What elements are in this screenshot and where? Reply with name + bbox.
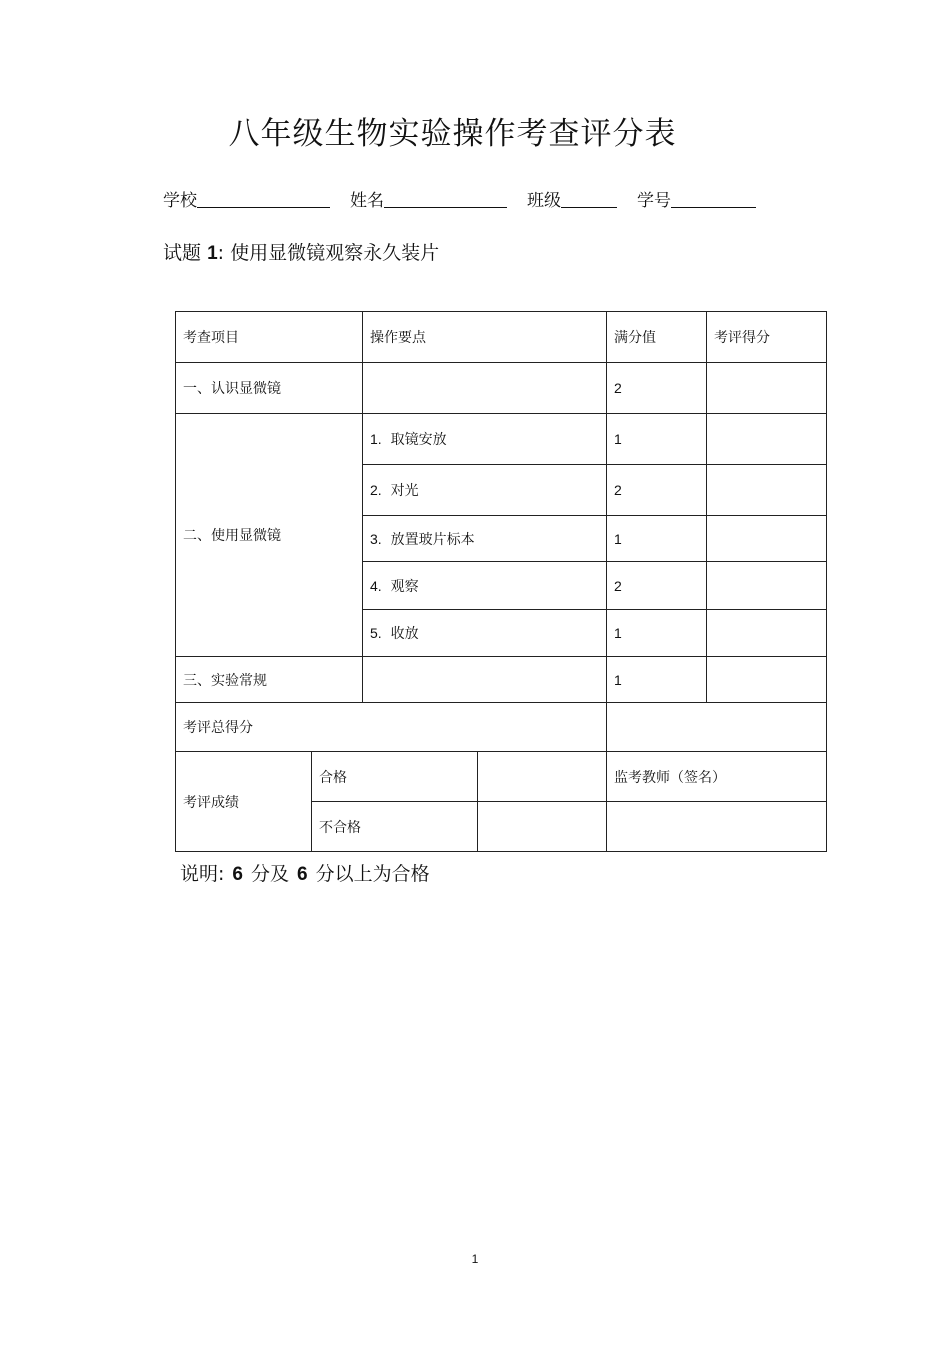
teacher-signature-label: 监考教师（签名） — [607, 752, 827, 802]
header-score: 考评得分 — [707, 312, 827, 363]
full-score-cell: 1 — [607, 610, 707, 657]
table-header-row — [176, 312, 827, 363]
exam-subject — [163, 238, 439, 265]
step-cell: 4. 观察 — [363, 562, 607, 610]
page-title: 八年级生物实验操作考查评分表 — [228, 116, 677, 152]
score-cell[interactable] — [707, 610, 827, 657]
result-label: 考评成绩 — [176, 752, 312, 852]
student-id-field[interactable] — [671, 187, 756, 208]
item-use-microscope: 二、使用显微镜 — [176, 414, 363, 657]
fail-mark-cell[interactable] — [478, 802, 607, 852]
score-cell[interactable] — [707, 657, 827, 703]
subject-prefix: 试题 — [163, 242, 202, 264]
full-score-cell: 2 — [607, 562, 707, 610]
full-score-cell: 2 — [607, 363, 707, 414]
table-row — [176, 414, 827, 465]
step-cell: 3. 放置玻片标本 — [363, 516, 607, 562]
key-points-cell[interactable] — [363, 363, 607, 414]
pass-label: 合格 — [312, 752, 478, 802]
student-info-row — [163, 186, 756, 211]
pass-mark-cell[interactable] — [478, 752, 607, 802]
full-score-cell: 1 — [607, 414, 707, 465]
table-row — [176, 657, 827, 703]
table-row — [176, 363, 827, 414]
score-cell[interactable] — [707, 363, 827, 414]
total-score-cell[interactable] — [607, 703, 827, 752]
item-lab-routine: 三、实验常规 — [176, 657, 363, 703]
school-label: 学校 — [163, 191, 197, 211]
score-cell[interactable] — [707, 414, 827, 465]
result-row — [176, 752, 827, 802]
footnote: 说明: 6 分及 6 分以上为合格 — [180, 863, 430, 885]
score-cell[interactable] — [707, 516, 827, 562]
subject-number: 1 — [207, 243, 218, 264]
item-recognize-microscope: 一、认识显微镜 — [176, 363, 363, 414]
score-cell[interactable] — [707, 562, 827, 610]
full-score-cell: 1 — [607, 657, 707, 703]
key-points-cell[interactable] — [363, 657, 607, 703]
step-cell: 2. 对光 — [363, 465, 607, 516]
total-row — [176, 703, 827, 752]
subject-colon: : — [217, 242, 225, 264]
subject-text: 使用显微镜观察永久装片 — [230, 242, 440, 264]
header-full-score: 满分值 — [607, 312, 707, 363]
teacher-signature-cell[interactable] — [607, 802, 827, 852]
score-cell[interactable] — [707, 465, 827, 516]
class-label: 班级 — [527, 191, 561, 211]
name-field[interactable] — [384, 187, 507, 208]
header-key-points: 操作要点 — [363, 312, 607, 363]
full-score-cell: 2 — [607, 465, 707, 516]
page-number: 1 — [471, 1252, 479, 1266]
full-score-cell: 1 — [607, 516, 707, 562]
step-cell: 1. 取镜安放 — [363, 414, 607, 465]
score-table — [175, 311, 827, 852]
school-field[interactable] — [197, 187, 330, 208]
total-score-label: 考评总得分 — [176, 703, 607, 752]
fail-label: 不合格 — [312, 802, 478, 852]
step-cell: 5. 收放 — [363, 610, 607, 657]
student-id-label: 学号 — [637, 191, 671, 211]
class-field[interactable] — [561, 187, 617, 208]
header-item: 考查项目 — [176, 312, 363, 363]
name-label: 姓名 — [350, 191, 384, 211]
